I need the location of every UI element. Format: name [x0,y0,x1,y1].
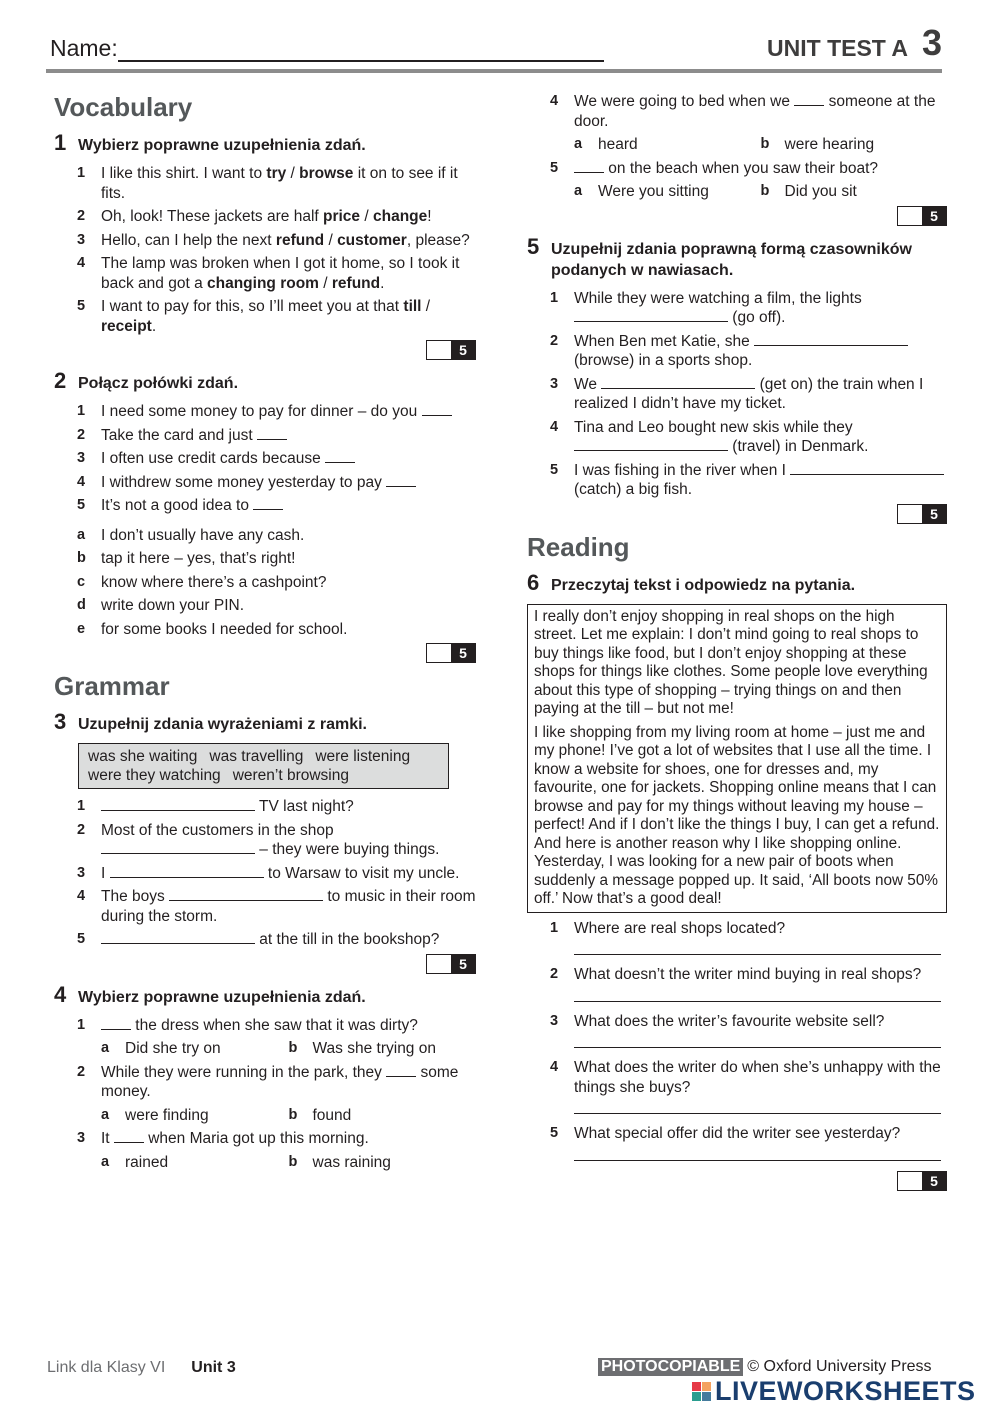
test-title: UNIT TEST A [767,35,908,61]
item-text: I want to pay for this, so I’ll meet you at that till / receipt. [101,298,431,335]
answer-gap[interactable] [101,1016,131,1030]
footer-unit: Unit 3 [191,1359,236,1376]
item-text: for some books I needed for school. [101,620,348,638]
list-item [54,297,476,336]
word-choice[interactable]: price [323,208,361,225]
task-6-heading [527,569,947,596]
word-choice[interactable]: changing room [207,274,319,292]
word-choice[interactable]: refund [275,231,325,249]
item-text: I withdrew some money yesterday to pay [101,473,476,493]
item-number: 3 [77,1130,86,1146]
answer-gap[interactable] [754,332,908,346]
option-b[interactable] [761,182,948,202]
liveworksheets-logo[interactable] [692,1376,976,1407]
task-1-heading [54,132,476,156]
photocopiable-badge: PHOTOCOPIABLE [598,1358,743,1376]
item-number: 3 [77,450,86,466]
footer-course [47,1359,236,1377]
task-6-questions [527,919,947,1161]
option-letter: a [574,183,583,199]
publisher: © Oxford University Press [747,1358,932,1375]
option-letter: a [101,1040,110,1056]
option-text: Did she try on [125,1040,221,1057]
score-input[interactable] [898,207,922,225]
answer-line[interactable] [574,993,941,1002]
list-item [54,930,476,950]
answer-gap[interactable] [101,797,255,811]
option-letter: a [101,1153,110,1170]
item-text: Oh, look! These jackets are half price / change! [101,208,432,225]
brand-name: LIVEWORKSHEETS [715,1376,976,1406]
task-number: 5 [527,233,540,259]
list-item [527,1012,947,1032]
answer-options [54,1106,476,1126]
task-4-items [54,1016,476,1173]
score-input[interactable] [427,341,451,359]
option-a[interactable] [101,1106,289,1126]
list-item [54,1063,476,1102]
answer-options [54,1153,476,1173]
score-max: 5 [451,955,475,973]
list-item [527,965,947,985]
option-text: Was she trying on [312,1040,436,1057]
item-number: 1 [77,165,86,181]
list-item [527,919,947,939]
answer-gap[interactable] [253,496,283,510]
word-choice[interactable]: try [266,165,287,182]
list-item [54,821,476,860]
item-text: It when Maria got up this morning. [101,1130,369,1147]
list-item [54,473,476,493]
header-divider [46,69,942,73]
score-max: 5 [922,207,946,225]
option-a[interactable] [574,182,761,202]
list-item [527,1058,947,1097]
item-number: 1 [77,798,86,814]
item-number: 1 [77,403,86,419]
list-item [54,864,476,884]
task-instruction: Uzupełnij zdania poprawną formą czasowników podanych w nawiasach. [551,240,912,279]
item-number: e [77,620,86,637]
unit-number: 3 [921,22,942,63]
task-number: 2 [54,368,67,393]
item-text: Tina and Leo bought new skis while they (travel) in Denmark. [574,418,869,455]
list-item [54,596,476,616]
task-5-items [527,289,947,500]
answer-options [527,135,947,155]
score-input[interactable] [427,644,451,662]
word-box [78,743,449,789]
answer-line[interactable] [574,1105,941,1114]
item-number: 4 [77,888,86,904]
list-item [527,92,947,131]
task-instruction: Wybierz poprawne uzupełnienia zdań. [78,988,366,1006]
item-text: Most of the customers in the shop – they were buying things. [101,821,440,858]
list-item [54,231,476,251]
option-text: rained [125,1153,169,1171]
list-item [54,164,476,203]
score-input[interactable] [427,955,451,973]
task-instruction: Wybierz poprawne uzupełnienia zdań. [78,137,366,154]
answer-gap[interactable] [386,473,416,487]
answer-gap[interactable] [110,864,264,878]
answer-gap[interactable] [257,426,287,440]
option-a[interactable] [101,1039,289,1059]
reading-paragraph: I like shopping from my living room at home – just me and my phone! I’ve got a lot of websites that I use all the time. I know a website for shoes, one for dresses and, my favourite, one for jackets. Shopping online means that I can browse and pay for my things without leaving my house – perfect! And if I don’t like the things I buy, I can get a refund. And here is another reason why I like shopping online. Yesterday, I was looking for a new pair of boots when suddenly a message popped up. It said, ‘All boots now 50% off.’ Now that’s a good deal! [534,723,940,907]
score-box [897,504,947,524]
answer-gap[interactable] [101,930,255,944]
item-text: at the till in the bookshop? [101,930,476,950]
list-item [527,159,947,179]
footer-copyright [598,1358,932,1376]
page-header [46,20,942,76]
item-number: 4 [77,255,86,271]
option-a[interactable] [574,135,761,155]
answer-gap[interactable] [574,308,728,322]
item-number: b [77,550,86,566]
item-text: While they were running in the park, they some money. [101,1063,459,1100]
task-6-score [527,1171,947,1191]
answer-gap[interactable] [574,437,728,451]
option-text: Did you sit [784,183,857,200]
task-4-score [527,206,947,226]
option-text: found [312,1106,352,1124]
item-number: 5 [550,159,559,176]
word-choice[interactable]: change [372,208,428,225]
item-text: The boys to music in their room during the storm. [101,888,476,925]
word-choice[interactable]: till [403,298,422,315]
task-4-heading [54,981,476,1008]
list-item [54,254,476,293]
item-number: 2 [77,208,86,224]
list-item [527,332,947,371]
task-3-score [54,954,476,974]
item-text: While they were watching a film, the lights (go off). [574,289,862,326]
list-item [54,797,476,817]
answer-line[interactable] [574,1039,941,1048]
list-item [527,418,947,457]
item-number: 3 [550,1012,559,1029]
task-2-endings [54,526,476,640]
course-name: Link dla Klasy VI [47,1359,166,1376]
task-5-score [527,504,947,524]
option-letter: b [288,1153,298,1170]
list-item [54,620,476,640]
task-1-items [54,164,476,336]
item-number: 2 [77,821,86,838]
logo-mark-icon [692,1382,711,1401]
option-b[interactable] [289,1153,477,1173]
option-letter: a [574,136,583,152]
item-text: write down your PIN. [101,597,244,614]
name-label: Name: [50,35,118,61]
list-item [527,1124,947,1144]
item-text: I was fishing in the river when I (catch) a big fish. [574,461,947,500]
reading-paragraph: I really don’t enjoy shopping in real shops on the high street. Let me explain: I don’t mind going to real shops to buy things like food, but I don’t enjoy shopping at these shops for things like clothes. Some people love everything about this type of shopping – trying things on and then paying at the till – but not me! [534,607,928,717]
task-instruction: Połącz połówki zdań. [78,375,239,392]
item-text: It’s not a good idea to [101,496,476,516]
section-title-vocabulary: Vocabulary [54,92,193,122]
item-number: a [77,526,86,543]
word-box-item: were they watching [88,767,221,784]
item-text: Hello, can I help the next refund / customer, please? [101,231,470,249]
task-5-heading [527,233,947,281]
item-text: What special offer did the writer see yesterday? [574,1125,901,1142]
score-input[interactable] [898,505,922,523]
item-text: Take the card and just [101,426,476,446]
word-choice[interactable]: customer [337,231,407,249]
item-text: I often use credit cards because [101,449,476,469]
item-number: 5 [77,931,86,947]
item-text: the dress when she saw that it was dirty? [101,1016,476,1036]
list-item [54,402,476,422]
word-box-item: was she waiting [88,748,198,765]
answer-gap[interactable] [101,840,255,854]
answer-gap[interactable] [325,449,355,463]
item-number: 2 [77,1063,86,1080]
list-item [54,1129,476,1149]
item-number: 5 [77,298,86,314]
option-text: Were you sitting [598,183,709,200]
item-number: 4 [550,418,559,435]
answer-gap[interactable] [601,375,755,389]
item-text: What doesn’t the writer mind buying in real shops? [574,966,922,983]
score-box [426,954,476,974]
option-a[interactable] [101,1153,289,1173]
answer-options [527,182,947,202]
left-column [54,86,476,1176]
score-max: 5 [922,505,946,523]
word-box-item: weren’t browsing [232,767,349,784]
list-item [54,526,476,546]
option-text: were hearing [784,136,875,153]
item-number: 3 [77,864,86,881]
option-letter: b [288,1106,298,1123]
task-4-items-continued [527,92,947,202]
word-choice[interactable]: refund [331,274,381,292]
task-instruction: Przeczytaj tekst i odpowiedz na pytania. [551,576,856,594]
item-text: I like this shirt. I want to try / browse it on to see if it fits. [101,165,458,202]
item-text: What does the writer’s favourite website sell? [574,1012,885,1030]
list-item [54,573,476,593]
answer-line[interactable] [574,1152,941,1161]
task-2-score [54,643,476,663]
list-item [54,449,476,469]
right-column [527,92,947,1199]
reading-text-box [527,604,947,913]
task-number: 4 [54,981,67,1007]
logo-square [692,1382,701,1391]
option-b[interactable] [289,1039,477,1059]
name-field[interactable] [118,60,604,62]
section-title-grammar: Grammar [54,671,170,701]
option-b[interactable] [761,135,948,155]
item-number: 4 [550,1059,559,1075]
task-number: 3 [54,709,67,734]
item-number: 5 [77,497,86,513]
list-item [527,461,947,500]
item-number: 1 [550,289,559,306]
option-text: was raining [312,1153,391,1171]
task-number: 6 [527,569,540,595]
task-3-items [54,797,476,950]
answer-gap[interactable] [114,1129,144,1143]
score-box [426,340,476,360]
score-box [897,206,947,226]
item-number: 2 [550,332,559,349]
section-title-reading: Reading [527,531,630,562]
list-item [527,375,947,414]
list-item [54,549,476,569]
answer-gap[interactable] [422,402,452,416]
answer-options [54,1039,476,1059]
item-text: know where there’s a cashpoint? [101,573,327,591]
item-text: When Ben met Katie, she (browse) in a sports shop. [574,332,947,371]
option-letter: b [760,183,770,199]
answer-gap[interactable] [794,92,824,106]
item-number: c [77,573,86,590]
option-text: were finding [125,1106,209,1124]
option-text: heard [598,136,638,153]
task-1-score [54,340,476,360]
item-text: tap it here – yes, that’s right! [101,550,296,567]
task-instruction: Uzupełnij zdania wyrażeniami z ramki. [78,716,367,733]
word-choice[interactable]: receipt [101,317,152,335]
item-text: We (get on) the train when I realized I didn’t have my ticket. [574,375,924,412]
item-text: The lamp was broken when I got it home, so I took it back and got a changing room / refund. [101,255,460,292]
answer-gap[interactable] [386,1063,416,1077]
score-max: 5 [451,341,475,359]
item-text: on the beach when you saw their boat? [574,159,947,179]
item-number: 4 [550,93,559,109]
item-number: d [77,597,86,613]
item-number: 3 [77,231,86,248]
list-item [54,207,476,227]
list-item [54,496,476,516]
list-item [54,887,476,926]
answer-gap[interactable] [790,461,944,475]
word-choice[interactable]: browse [299,165,354,182]
option-letter: b [760,136,770,152]
score-box [897,1171,947,1191]
option-letter: a [101,1106,110,1123]
list-item [527,289,947,328]
option-letter: b [288,1040,298,1056]
task-number: 1 [54,130,67,155]
item-text: Where are real shops located? [574,919,786,937]
score-max: 5 [922,1172,946,1190]
item-text: What does the writer do when she’s unhappy with the things she buys? [574,1059,941,1096]
word-box-item: was travelling [209,748,304,765]
task-2-items [54,402,476,516]
answer-gap[interactable] [574,159,604,173]
item-text: I don’t usually have any cash. [101,526,305,544]
score-box [426,643,476,663]
item-number: 5 [550,461,559,478]
item-text: I need some money to pay for dinner – do you [101,402,476,422]
item-number: 1 [550,919,559,936]
item-text: We were going to bed when we someone at the door. [574,93,936,130]
item-text: TV last night? [101,797,476,817]
item-number: 2 [550,966,559,982]
item-number: 3 [550,375,559,392]
list-item [54,426,476,446]
item-number: 4 [77,473,86,490]
task-2-heading [54,370,476,394]
task-3-heading [54,711,476,735]
score-input[interactable] [898,1172,922,1190]
option-b[interactable] [289,1106,477,1126]
list-item [54,1016,476,1036]
score-max: 5 [451,644,475,662]
word-box-item: were listening [315,748,411,765]
item-number: 5 [550,1125,559,1141]
logo-square [692,1392,701,1401]
logo-square [702,1382,711,1391]
item-number: 1 [77,1016,86,1033]
item-number: 2 [77,426,86,443]
answer-gap[interactable] [169,887,323,901]
logo-square [702,1392,711,1401]
answer-line[interactable] [574,946,941,955]
item-text: I to Warsaw to visit my uncle. [101,864,460,882]
